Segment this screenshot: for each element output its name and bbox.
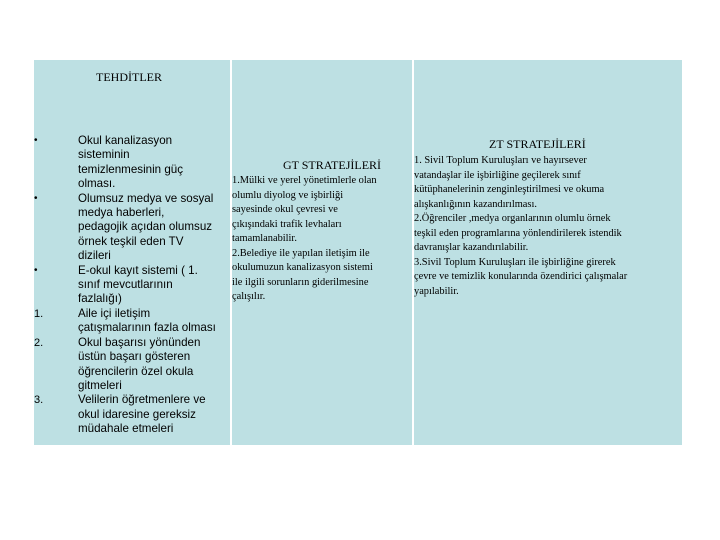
threat-text: E-okul kayıt sistemi ( 1. sınıf mevcutlarının fazlalığı) xyxy=(78,263,198,306)
bullet-marker: • xyxy=(34,135,38,146)
bullet-marker: • xyxy=(34,192,38,204)
threat-text: Velilerin öğretmenlere ve okul idaresine gereksiz müdahale etmeleri xyxy=(78,393,206,436)
gt-column xyxy=(232,60,412,445)
number-marker: 2. xyxy=(34,336,44,349)
threats-header: TEHDİTLER xyxy=(96,70,162,84)
threats-list xyxy=(34,134,230,437)
threat-item xyxy=(34,192,230,264)
zt-title: ZT STRATEJİLERİ xyxy=(489,137,586,151)
threat-item xyxy=(34,336,230,394)
number-marker: 3. xyxy=(34,394,44,407)
threat-item xyxy=(34,307,230,336)
zt-body: 1. Sivil Toplum Kuruluşları ve hayırsever vatandaşlar ile işbirliğine geçilerek sınıf kütüphanelerinin zenginleştirilmesi ve okuma alışkanlığının kazandırılması. 2.Öğrenciler ,medya organlarının olumlu örnek teşkil eden programlarına yönlendirilerek istendik davranışlar kazandırılabilir. 3.Sivil Toplum Kuruluşları ile işbirliğine girerek çevre ve temizlik konularında özendirici çalışmalar yapılabilir. xyxy=(414,155,628,297)
gt-body: 1.Mülki ve yerel yönetimlerle olan olumlu diyolog ve işbirliği sayesinde okul çevresi ve çıkışındaki trafik levhaları tamamlanabilir. 2.Belediye ile yapılan iletişim ile okulumuzun kanalizasyon sistemi ile ilgili sorunların giderilmesine çalışılır. xyxy=(232,175,377,302)
threat-text: Olumsuz medya ve sosyal medya haberleri, pedagojik açıdan olumsuz örnek teşkil eden TV dizileri xyxy=(78,191,214,263)
zt-column xyxy=(414,60,682,445)
threat-text: Okul başarısı yönünden üstün başarı gösteren öğrencilerin özel okula gitmeleri xyxy=(78,335,201,392)
threat-item xyxy=(34,264,230,307)
threats-column xyxy=(34,60,230,445)
threat-text: Okul kanalizasyon sisteminin temizlenmesinin güç olması. xyxy=(78,134,184,191)
threat-text: Aile içi iletişim çatışmalarının fazla olması xyxy=(78,306,216,335)
threat-item xyxy=(34,393,230,436)
bullet-marker: • xyxy=(34,264,38,276)
number-marker: 1. xyxy=(34,307,44,320)
threat-item xyxy=(34,134,230,192)
gt-title: GT STRATEJİLERİ xyxy=(282,158,382,172)
